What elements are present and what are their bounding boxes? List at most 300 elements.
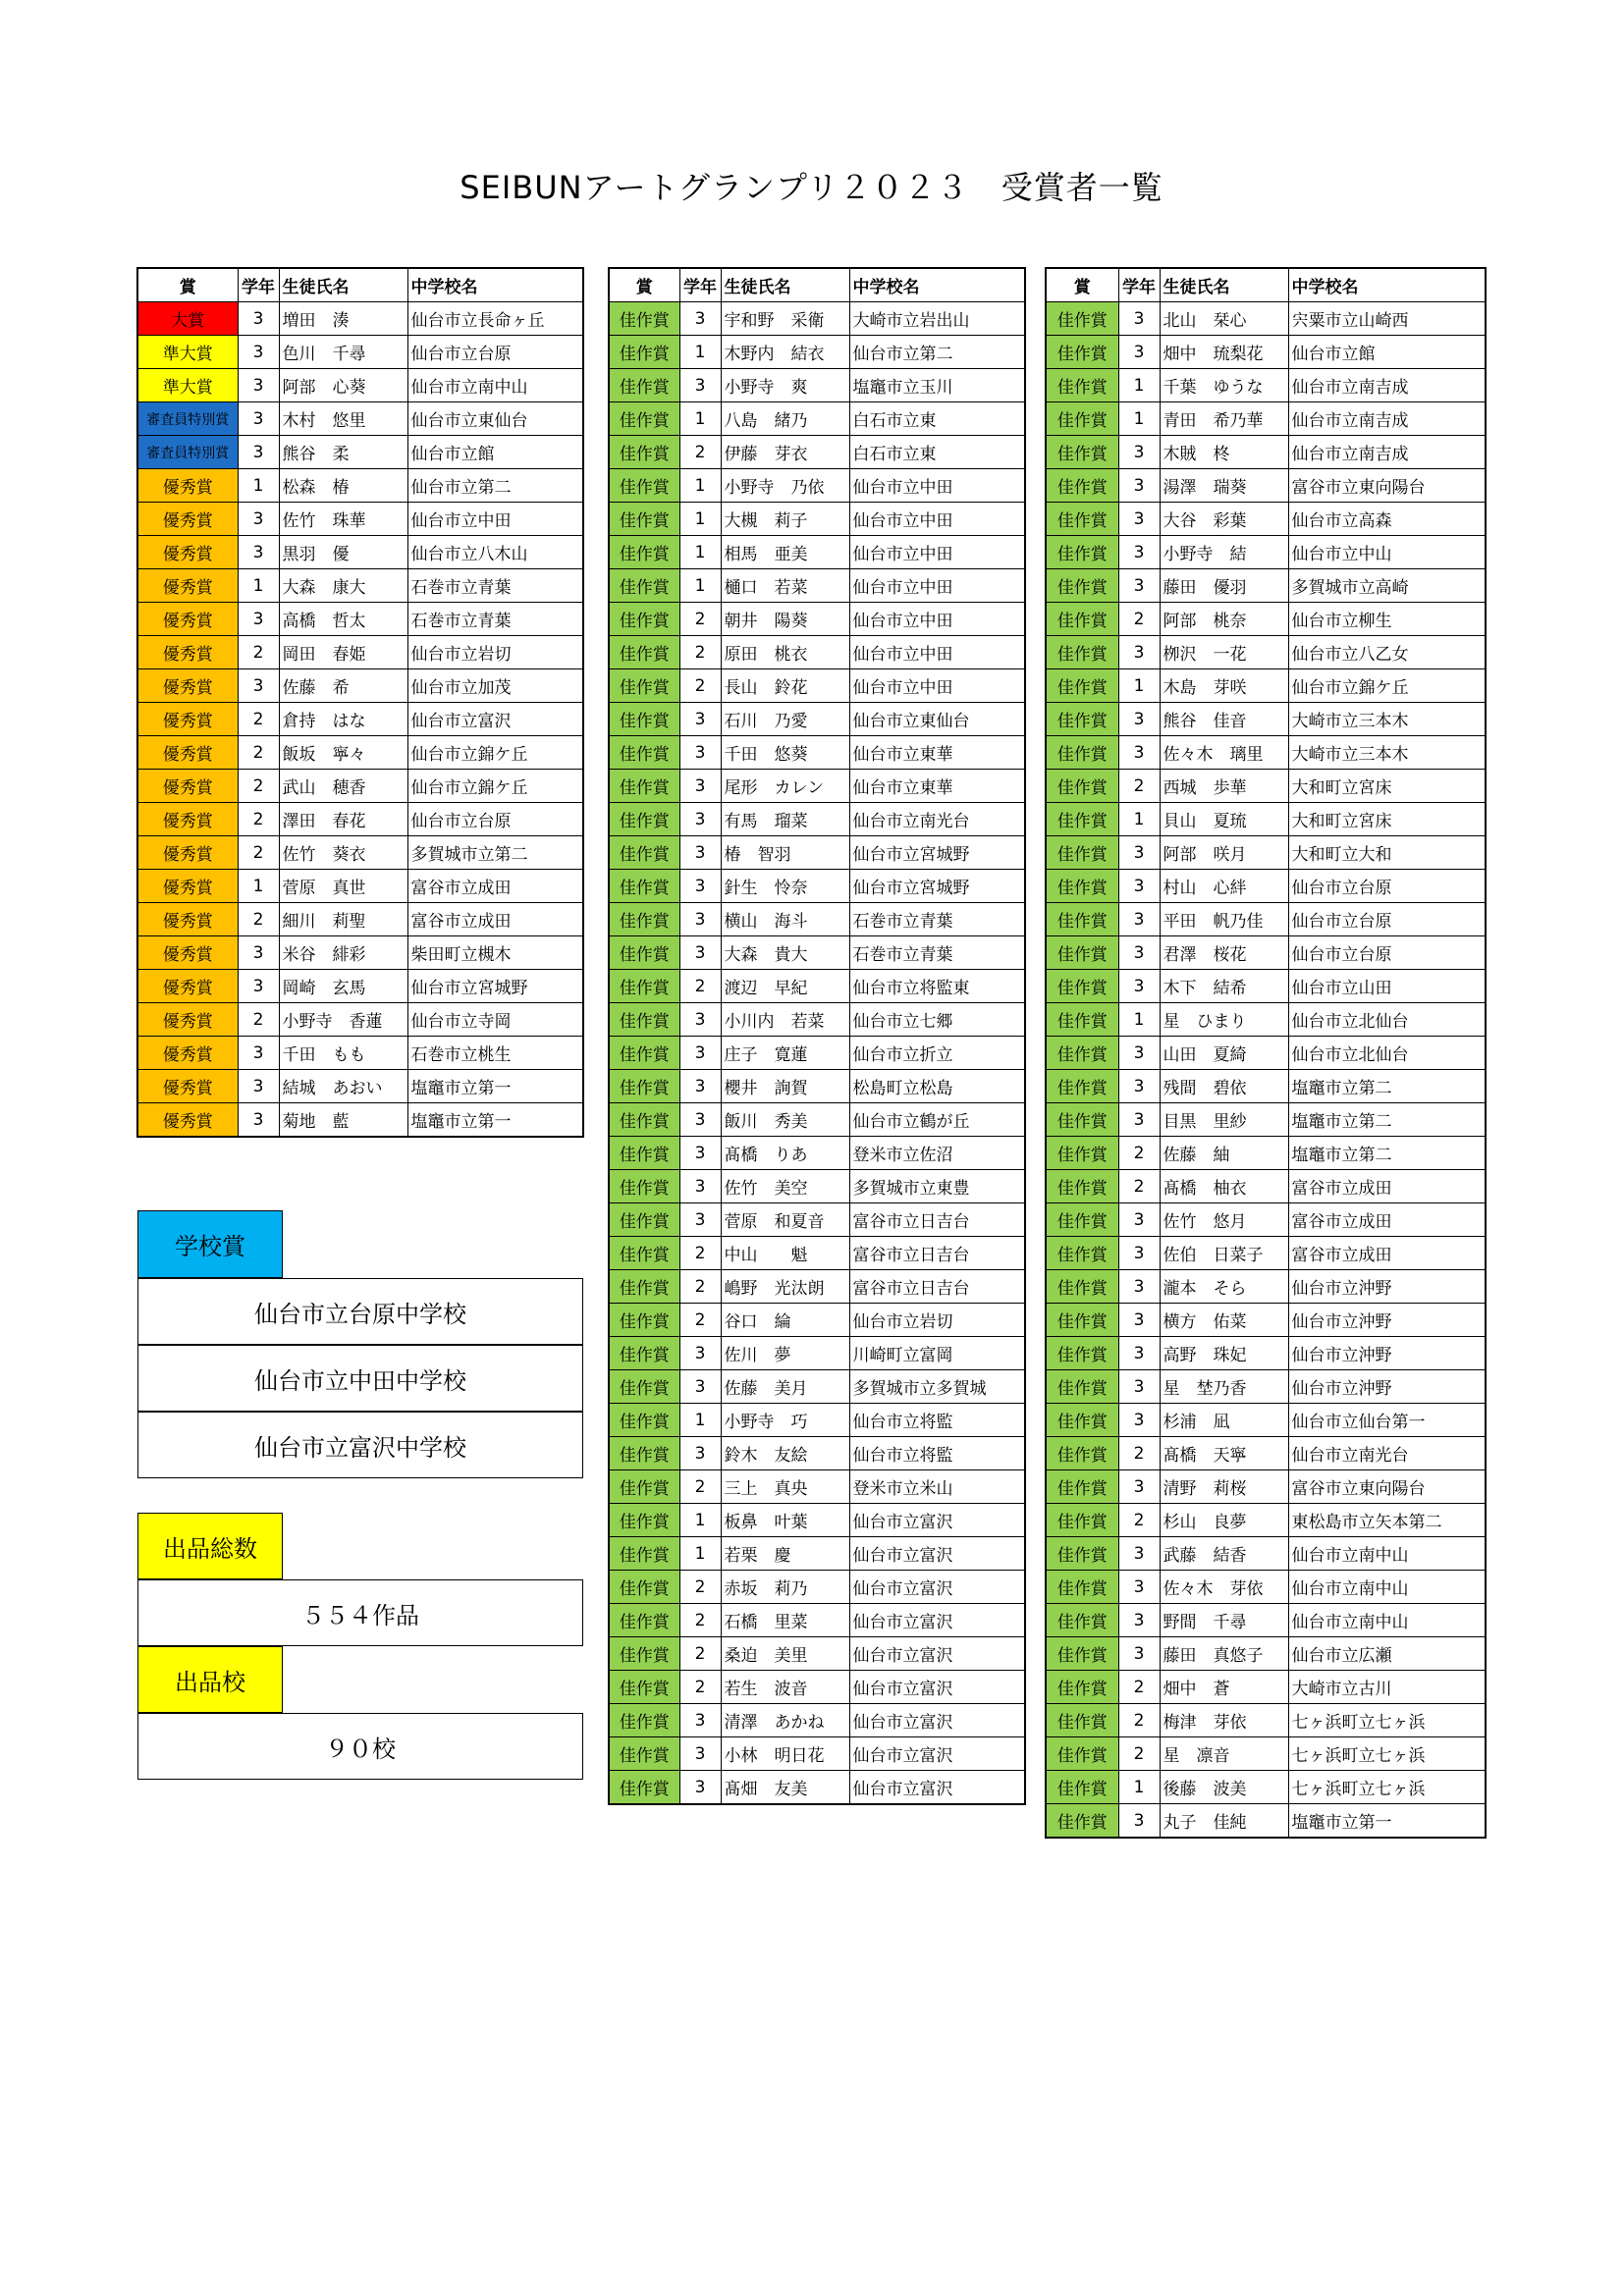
grade-cell: 3	[679, 1037, 721, 1070]
student-name-cell: 貝山 夏琉	[1160, 803, 1288, 836]
student-name-cell: 若栗 慶	[721, 1537, 849, 1571]
table-row	[1046, 1637, 1486, 1671]
table-row	[1046, 1771, 1486, 1804]
student-name-cell: 丸子 佳純	[1160, 1804, 1288, 1839]
grade-cell: 3	[679, 703, 721, 736]
prize-cell: 佳作賞	[609, 336, 679, 369]
prize-cell: 優秀賞	[137, 636, 238, 669]
prize-cell: 佳作賞	[609, 1137, 679, 1170]
prize-cell: 優秀賞	[137, 903, 238, 936]
grade-cell: 3	[1118, 970, 1160, 1003]
prize-cell: 佳作賞	[609, 1370, 679, 1404]
student-name-cell: 細川 莉聖	[279, 903, 407, 936]
grade-cell: 3	[679, 1103, 721, 1137]
grade-cell: 3	[679, 1437, 721, 1470]
grade-cell: 2	[1118, 1704, 1160, 1737]
grade-cell: 3	[1118, 1804, 1160, 1839]
grade-cell: 3	[1118, 1637, 1160, 1671]
school-cell: 大崎市立三本木	[1288, 703, 1486, 736]
school-cell: 大崎市立古川	[1288, 1671, 1486, 1704]
prize-cell: 佳作賞	[1046, 569, 1118, 603]
grade-cell: 3	[1118, 1571, 1160, 1604]
grade-cell: 3	[238, 503, 279, 536]
school-cell: 仙台市立第二	[407, 469, 583, 503]
table-row	[609, 469, 1025, 503]
entries-total-label: 出品総数	[137, 1513, 283, 1579]
student-name-cell: 西城 歩華	[1160, 770, 1288, 803]
grade-cell: 3	[679, 1737, 721, 1771]
grade-cell: 3	[1118, 1537, 1160, 1571]
grade-cell: 2	[1118, 1504, 1160, 1537]
table-row	[1046, 836, 1486, 870]
grade-cell: 3	[679, 1170, 721, 1203]
student-name-cell: 有馬 瑠菜	[721, 803, 849, 836]
school-cell: 仙台市立将監	[849, 1404, 1025, 1437]
school-cell: 白石市立東	[849, 402, 1025, 436]
school-cell: 仙台市立中田	[849, 469, 1025, 503]
grade-cell: 2	[238, 736, 279, 770]
school-cell: 仙台市立南中山	[407, 369, 583, 402]
school-cell: 仙台市立台原	[407, 336, 583, 369]
school-cell: 登米市立佐沼	[849, 1137, 1025, 1170]
school-cell: 仙台市立中田	[849, 603, 1025, 636]
student-name-cell: 菅原 真世	[279, 870, 407, 903]
school-cell: 仙台市立中田	[849, 569, 1025, 603]
prize-cell: 優秀賞	[137, 1037, 238, 1070]
prize-cell: 佳作賞	[1046, 469, 1118, 503]
prize-cell: 佳作賞	[1046, 803, 1118, 836]
student-name-cell: 武山 穂香	[279, 770, 407, 803]
prize-cell: 佳作賞	[1046, 1437, 1118, 1470]
student-name-cell: 渡辺 早紀	[721, 970, 849, 1003]
grade-cell: 3	[238, 970, 279, 1003]
grade-cell: 3	[1118, 1337, 1160, 1370]
student-name-cell: 髙畑 友美	[721, 1771, 849, 1805]
header-school: 中学校名	[849, 268, 1025, 302]
prize-cell: 審査員特別賞	[137, 436, 238, 469]
student-name-cell: 櫻井 詢賀	[721, 1070, 849, 1103]
prize-cell: 佳作賞	[1046, 1170, 1118, 1203]
student-name-cell: 菅原 和夏音	[721, 1203, 849, 1237]
grade-cell: 3	[679, 736, 721, 770]
prize-cell: 佳作賞	[1046, 770, 1118, 803]
table-row	[609, 1604, 1025, 1637]
student-name-cell: 青田 希乃華	[1160, 402, 1288, 436]
school-cell: 仙台市立八乙女	[1288, 636, 1486, 669]
table-row	[609, 736, 1025, 770]
prize-cell: 佳作賞	[609, 636, 679, 669]
grade-cell: 3	[1118, 1370, 1160, 1404]
grade-cell: 3	[238, 669, 279, 703]
prize-cell: 佳作賞	[1046, 1037, 1118, 1070]
student-name-cell: 佐伯 日菜子	[1160, 1237, 1288, 1270]
prize-cell: 佳作賞	[1046, 1070, 1118, 1103]
school-cell: 仙台市立東仙台	[407, 402, 583, 436]
table-row	[1046, 669, 1486, 703]
header-prize: 賞	[137, 268, 238, 302]
prize-cell: 佳作賞	[1046, 1504, 1118, 1537]
table-row	[1046, 936, 1486, 970]
school-cell: 仙台市立宮城野	[849, 836, 1025, 870]
table-row	[609, 803, 1025, 836]
student-name-cell: 清野 莉桜	[1160, 1470, 1288, 1504]
grade-cell: 3	[1118, 436, 1160, 469]
school-cell: 仙台市立館	[407, 436, 583, 469]
school-cell: 仙台市立富沢	[849, 1637, 1025, 1671]
table-row	[609, 1737, 1025, 1771]
prize-cell: 佳作賞	[1046, 1103, 1118, 1137]
school-cell: 仙台市立東華	[849, 736, 1025, 770]
student-name-cell: 平田 帆乃佳	[1160, 903, 1288, 936]
student-name-cell: 佐々木 璃里	[1160, 736, 1288, 770]
school-cell: 仙台市立中田	[849, 636, 1025, 669]
school-cell: 塩竈市立第二	[1288, 1070, 1486, 1103]
grade-cell: 3	[679, 903, 721, 936]
grade-cell: 3	[679, 870, 721, 903]
prize-cell: 佳作賞	[1046, 1404, 1118, 1437]
prize-cell: 優秀賞	[137, 770, 238, 803]
table-row	[1046, 1137, 1486, 1170]
student-name-cell: 杉山 良夢	[1160, 1504, 1288, 1537]
school-cell: 川崎町立富岡	[849, 1337, 1025, 1370]
prize-cell: 佳作賞	[1046, 369, 1118, 402]
student-name-cell: 大槻 莉子	[721, 503, 849, 536]
school-cell: 石巻市立青葉	[849, 903, 1025, 936]
school-cell: 仙台市立富沢	[849, 1537, 1025, 1571]
prize-cell: 優秀賞	[137, 803, 238, 836]
grade-cell: 3	[1118, 569, 1160, 603]
prize-cell: 佳作賞	[609, 903, 679, 936]
school-cell: 富谷市立東向陽台	[1288, 469, 1486, 503]
grade-cell: 3	[238, 436, 279, 469]
school-cell: 仙台市立岩切	[407, 636, 583, 669]
grade-cell: 1	[1118, 669, 1160, 703]
student-name-cell: 八島 緒乃	[721, 402, 849, 436]
table-row	[1046, 1804, 1486, 1839]
table-row	[1046, 770, 1486, 803]
grade-cell: 3	[238, 603, 279, 636]
table-row	[1046, 1671, 1486, 1704]
school-cell: 仙台市立台原	[1288, 903, 1486, 936]
school-cell: 大和町立宮床	[1288, 803, 1486, 836]
prize-cell: 佳作賞	[609, 302, 679, 336]
school-cell: 白石市立東	[849, 436, 1025, 469]
table-row	[609, 536, 1025, 569]
grade-cell: 2	[238, 903, 279, 936]
table-row	[609, 1103, 1025, 1137]
table-row	[1046, 369, 1486, 402]
award-table-2	[608, 267, 1026, 1805]
table-row	[609, 1537, 1025, 1571]
prize-cell: 佳作賞	[609, 1571, 679, 1604]
student-name-cell: 小野寺 乃依	[721, 469, 849, 503]
entry-schools-label: 出品校	[137, 1646, 283, 1713]
school-cell: 仙台市立沖野	[1288, 1370, 1486, 1404]
grade-cell: 3	[1118, 1203, 1160, 1237]
table-row	[609, 1203, 1025, 1237]
prize-cell: 佳作賞	[609, 669, 679, 703]
prize-cell: 準大賞	[137, 336, 238, 369]
table-row	[137, 503, 583, 536]
school-cell: 仙台市立南光台	[1288, 1437, 1486, 1470]
table-row	[1046, 1170, 1486, 1203]
student-name-cell: 千田 悠葵	[721, 736, 849, 770]
grade-cell: 3	[238, 402, 279, 436]
school-cell: 富谷市立成田	[407, 870, 583, 903]
prize-cell: 優秀賞	[137, 1003, 238, 1037]
table-row	[1046, 1571, 1486, 1604]
school-cell: 石巻市立青葉	[407, 603, 583, 636]
grade-cell: 2	[679, 636, 721, 669]
prize-cell: 優秀賞	[137, 669, 238, 703]
school-cell: 大崎市立三本木	[1288, 736, 1486, 770]
school-cell: 仙台市立沖野	[1288, 1337, 1486, 1370]
prize-cell: 佳作賞	[609, 703, 679, 736]
table-row	[137, 536, 583, 569]
prize-cell: 優秀賞	[137, 836, 238, 870]
table-row	[609, 903, 1025, 936]
table-row	[137, 302, 583, 336]
table-row	[1046, 603, 1486, 636]
student-name-cell: 木下 結希	[1160, 970, 1288, 1003]
student-name-cell: 朝井 陽葵	[721, 603, 849, 636]
school-cell: 仙台市立沖野	[1288, 1270, 1486, 1304]
student-name-cell: 伊藤 芽衣	[721, 436, 849, 469]
table-row	[609, 1370, 1025, 1404]
grade-cell: 1	[679, 569, 721, 603]
prize-cell: 大賞	[137, 302, 238, 336]
school-cell: 仙台市立中田	[407, 503, 583, 536]
table-row	[137, 870, 583, 903]
school-cell: 多賀城市立多賀城	[849, 1370, 1025, 1404]
prize-cell: 佳作賞	[609, 436, 679, 469]
student-name-cell: 大森 貴大	[721, 936, 849, 970]
school-cell: 石巻市立桃生	[407, 1037, 583, 1070]
grade-cell: 3	[238, 1070, 279, 1103]
grade-cell: 3	[238, 336, 279, 369]
grade-cell: 2	[1118, 1137, 1160, 1170]
grade-cell: 3	[1118, 1037, 1160, 1070]
student-name-cell: 倉持 はな	[279, 703, 407, 736]
table-row	[1046, 1437, 1486, 1470]
student-name-cell: 板鼻 叶葉	[721, 1504, 849, 1537]
prize-cell: 佳作賞	[609, 803, 679, 836]
student-name-cell: 澤田 春花	[279, 803, 407, 836]
table-row	[1046, 1103, 1486, 1137]
school-cell: 仙台市立広瀬	[1288, 1637, 1486, 1671]
student-name-cell: 星 ひまり	[1160, 1003, 1288, 1037]
prize-cell: 佳作賞	[1046, 436, 1118, 469]
grade-cell: 3	[679, 1137, 721, 1170]
table-row	[609, 1437, 1025, 1470]
student-name-cell: 長山 鈴花	[721, 669, 849, 703]
school-cell: 仙台市立高森	[1288, 503, 1486, 536]
school-cell: 仙台市立将監東	[849, 970, 1025, 1003]
school-cell: 仙台市立折立	[849, 1037, 1025, 1070]
prize-cell: 佳作賞	[1046, 302, 1118, 336]
prize-cell: 佳作賞	[1046, 636, 1118, 669]
table-row	[609, 369, 1025, 402]
table-row	[137, 836, 583, 870]
prize-cell: 佳作賞	[1046, 1137, 1118, 1170]
prize-cell: 佳作賞	[1046, 870, 1118, 903]
grade-cell: 3	[238, 302, 279, 336]
grade-cell: 3	[1118, 336, 1160, 369]
school-cell: 仙台市立宮城野	[407, 970, 583, 1003]
school-cell: 富谷市立日吉台	[849, 1237, 1025, 1270]
table-row	[609, 402, 1025, 436]
grade-cell: 1	[1118, 402, 1160, 436]
table-row	[137, 1103, 583, 1138]
prize-cell: 佳作賞	[609, 1437, 679, 1470]
grade-cell: 3	[679, 302, 721, 336]
student-name-cell: 残間 碧依	[1160, 1070, 1288, 1103]
student-name-cell: 栁沢 一花	[1160, 636, 1288, 669]
table-row	[1046, 336, 1486, 369]
grade-cell: 2	[679, 1237, 721, 1270]
school-award-label: 学校賞	[137, 1210, 283, 1278]
student-name-cell: 千葉 ゆうな	[1160, 369, 1288, 402]
prize-cell: 審査員特別賞	[137, 402, 238, 436]
student-name-cell: 千田 もも	[279, 1037, 407, 1070]
student-name-cell: 熊谷 佳音	[1160, 703, 1288, 736]
grade-cell: 2	[679, 1671, 721, 1704]
table-row	[609, 1070, 1025, 1103]
table-row	[137, 603, 583, 636]
school-cell: 塩竈市立第二	[1288, 1103, 1486, 1137]
table-row	[609, 1037, 1025, 1070]
student-name-cell: 佐竹 珠華	[279, 503, 407, 536]
student-name-cell: 佐竹 悠月	[1160, 1203, 1288, 1237]
table-row	[609, 302, 1025, 336]
grade-cell: 3	[679, 936, 721, 970]
student-name-cell: 尾形 カレン	[721, 770, 849, 803]
student-name-cell: 後藤 波美	[1160, 1771, 1288, 1804]
student-name-cell: 畑中 琉梨花	[1160, 336, 1288, 369]
school-cell: 仙台市立南吉成	[1288, 436, 1486, 469]
student-name-cell: 樋口 若菜	[721, 569, 849, 603]
grade-cell: 2	[1118, 603, 1160, 636]
prize-cell: 佳作賞	[1046, 1571, 1118, 1604]
grade-cell: 2	[238, 1003, 279, 1037]
student-name-cell: 山田 夏綺	[1160, 1037, 1288, 1070]
header-name: 生徒氏名	[279, 268, 407, 302]
table-row	[1046, 1470, 1486, 1504]
table-row	[609, 703, 1025, 736]
student-name-cell: 星 埜乃香	[1160, 1370, 1288, 1404]
grade-cell: 2	[679, 1270, 721, 1304]
prize-cell: 佳作賞	[609, 402, 679, 436]
student-name-cell: 杉浦 凪	[1160, 1404, 1288, 1437]
school-cell: 仙台市立沖野	[1288, 1304, 1486, 1337]
student-name-cell: 高野 珠妃	[1160, 1337, 1288, 1370]
table-row	[1046, 736, 1486, 770]
table-row	[1046, 1704, 1486, 1737]
table-row	[609, 1237, 1025, 1270]
school-cell: 大和町立宮床	[1288, 770, 1486, 803]
grade-cell: 3	[679, 1203, 721, 1237]
school-cell: 塩竈市立第一	[1288, 1804, 1486, 1839]
school-cell: 登米市立米山	[849, 1470, 1025, 1504]
school-cell: 仙台市立岩切	[849, 1304, 1025, 1337]
table-row	[609, 970, 1025, 1003]
prize-cell: 佳作賞	[609, 1170, 679, 1203]
table-row	[1046, 536, 1486, 569]
prize-cell: 佳作賞	[609, 836, 679, 870]
student-name-cell: 石橋 里菜	[721, 1604, 849, 1637]
table-row	[1046, 469, 1486, 503]
prize-cell: 佳作賞	[1046, 536, 1118, 569]
school-cell: 仙台市立富沢	[849, 1671, 1025, 1704]
school-cell: 塩竈市立第一	[407, 1103, 583, 1138]
grade-cell: 2	[679, 436, 721, 469]
prize-cell: 佳作賞	[1046, 1737, 1118, 1771]
grade-cell: 3	[679, 1070, 721, 1103]
school-cell: 仙台市立山田	[1288, 970, 1486, 1003]
prize-cell: 佳作賞	[1046, 970, 1118, 1003]
prize-cell: 佳作賞	[1046, 1804, 1118, 1839]
student-name-cell: 髙橋 柚衣	[1160, 1170, 1288, 1203]
prize-cell: 佳作賞	[1046, 336, 1118, 369]
school-cell: 仙台市立北仙台	[1288, 1037, 1486, 1070]
school-cell: 仙台市立仙台第一	[1288, 1404, 1486, 1437]
student-name-cell: 村山 心絆	[1160, 870, 1288, 903]
prize-cell: 佳作賞	[1046, 402, 1118, 436]
school-cell: 仙台市立錦ケ丘	[407, 736, 583, 770]
grade-cell: 3	[1118, 636, 1160, 669]
grade-cell: 2	[679, 1637, 721, 1671]
school-cell: 多賀城市立東豊	[849, 1170, 1025, 1203]
student-name-cell: 桑迫 美里	[721, 1637, 849, 1671]
table-row	[609, 1337, 1025, 1370]
prize-cell: 佳作賞	[609, 1304, 679, 1337]
header-prize: 賞	[609, 268, 679, 302]
prize-cell: 佳作賞	[1046, 1470, 1118, 1504]
prize-cell: 佳作賞	[609, 1671, 679, 1704]
table-row	[609, 569, 1025, 603]
student-name-cell: 増田 湊	[279, 302, 407, 336]
student-name-cell: 佐竹 美空	[721, 1170, 849, 1203]
school-cell: 塩竈市立第一	[407, 1070, 583, 1103]
school-cell: 仙台市立錦ケ丘	[1288, 669, 1486, 703]
prize-cell: 佳作賞	[609, 936, 679, 970]
prize-cell: 優秀賞	[137, 503, 238, 536]
student-name-cell: 髙橋 りあ	[721, 1137, 849, 1170]
prize-cell: 優秀賞	[137, 1103, 238, 1138]
prize-cell: 佳作賞	[1046, 1270, 1118, 1304]
student-name-cell: 相馬 亜美	[721, 536, 849, 569]
school-cell: 仙台市立鶴が丘	[849, 1103, 1025, 1137]
prize-cell: 佳作賞	[609, 1270, 679, 1304]
grade-cell: 1	[238, 569, 279, 603]
grade-cell: 1	[679, 503, 721, 536]
table-row	[609, 1504, 1025, 1537]
grade-cell: 2	[1118, 1437, 1160, 1470]
table-row	[1046, 1304, 1486, 1337]
table-row	[137, 1037, 583, 1070]
table-row	[609, 1304, 1025, 1337]
prize-cell: 佳作賞	[609, 1637, 679, 1671]
prize-cell: 優秀賞	[137, 870, 238, 903]
prize-cell: 佳作賞	[1046, 503, 1118, 536]
prize-cell: 優秀賞	[137, 569, 238, 603]
table-row	[609, 636, 1025, 669]
table-row	[137, 803, 583, 836]
student-name-cell: 小林 明日花	[721, 1737, 849, 1771]
student-name-cell: 大谷 彩葉	[1160, 503, 1288, 536]
table-row	[1046, 1337, 1486, 1370]
grade-cell: 3	[679, 803, 721, 836]
